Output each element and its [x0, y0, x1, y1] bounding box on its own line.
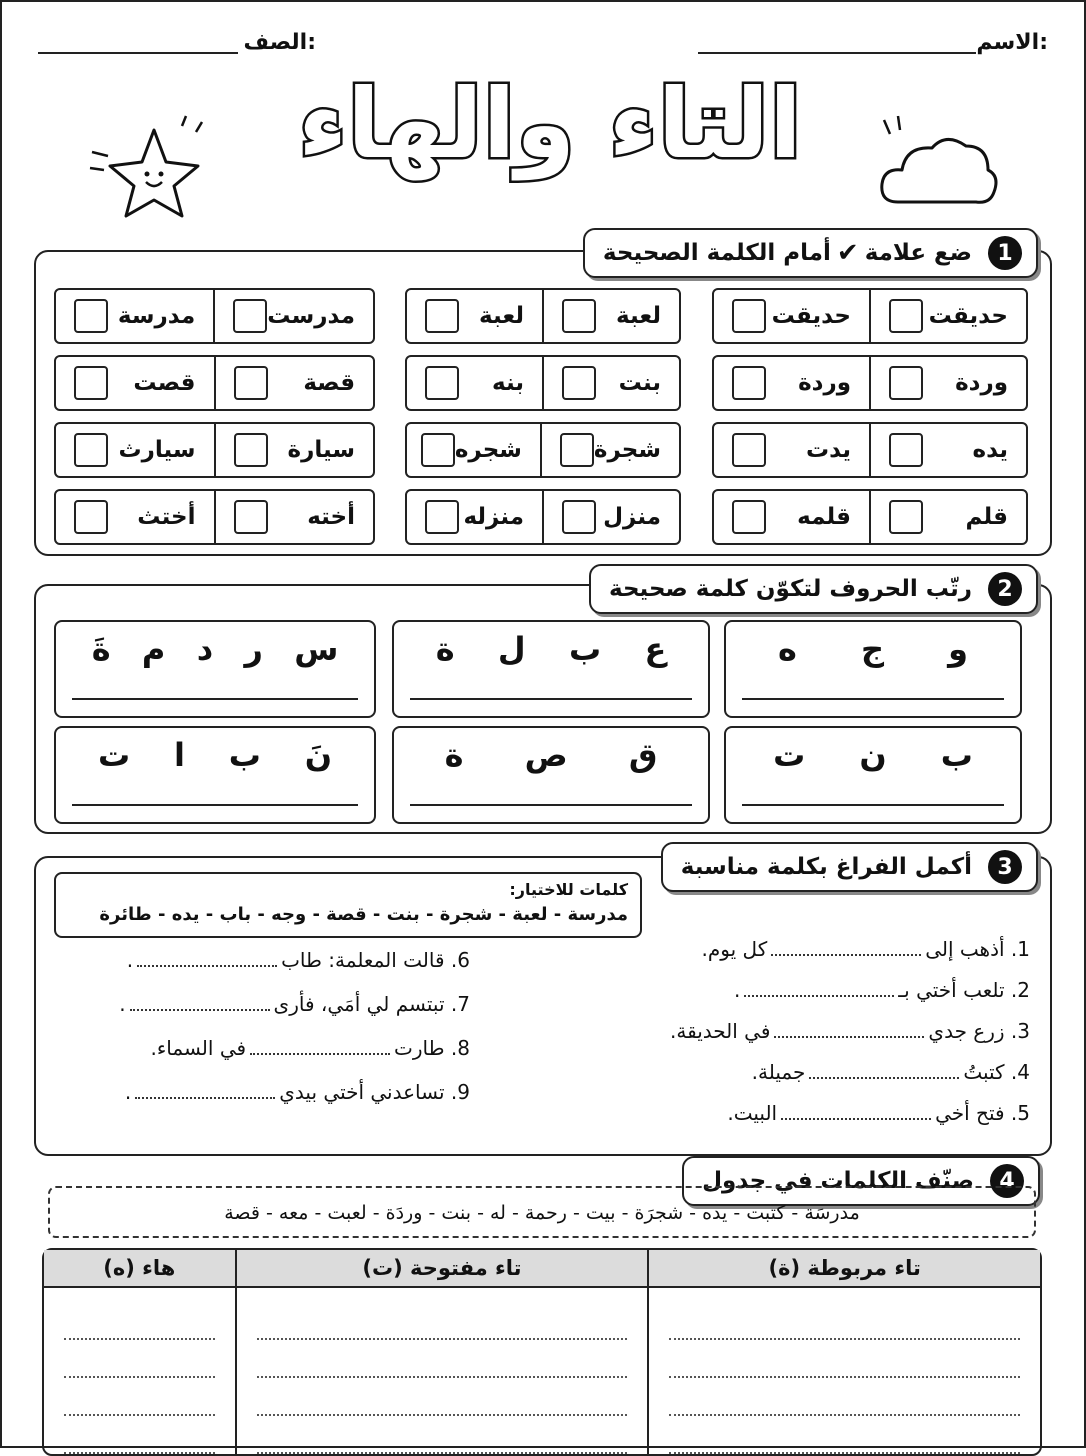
answer-line[interactable] [257, 1416, 628, 1454]
choice-word: منزله [463, 504, 524, 530]
checkbox[interactable] [889, 500, 923, 534]
letters-box [392, 726, 710, 824]
letters-box [54, 726, 376, 824]
choice-option[interactable] [871, 424, 1026, 476]
letters-box [724, 620, 1022, 718]
word-choices-label: كلمات للاختيار: [509, 880, 628, 899]
choice-pair [405, 355, 681, 411]
question-number: 5. [1010, 1101, 1030, 1125]
question-end: البيت. [727, 1101, 778, 1125]
question-text: كتبتُ [963, 1060, 1005, 1084]
choice-option[interactable] [216, 491, 374, 543]
question-end: في السماء. [150, 1036, 247, 1060]
choice-option[interactable] [56, 290, 215, 342]
answer-line[interactable] [64, 1378, 215, 1416]
question-end: . [124, 1080, 132, 1104]
section-4-words: مدرسَة - كتبت - يده - شجرَة - بيت - رحمة - له - بنت - وردَة - لعبت - معه - قصة [224, 1202, 860, 1224]
letters-box [724, 726, 1022, 824]
letter: س [294, 630, 339, 668]
letter: ر [244, 630, 263, 668]
section-1-header [583, 228, 1038, 278]
question-number: 9. [450, 1080, 470, 1104]
choice-option[interactable] [544, 357, 679, 409]
choice-pair [405, 489, 681, 545]
choice-pair [54, 422, 375, 478]
checkbox[interactable] [889, 366, 923, 400]
answer-line[interactable] [64, 1416, 215, 1454]
choice-word: بنه [492, 370, 524, 396]
word-choices-list: مدرسة - لعبة - شجرة - بنت - قصة - وجه - باب - يده - طائرة [99, 904, 628, 925]
choice-word: شجرة [593, 437, 661, 463]
answer-line[interactable] [72, 804, 358, 806]
letter: ن [859, 736, 887, 774]
blank-field[interactable] [771, 954, 921, 956]
checkbox[interactable] [234, 500, 268, 534]
letter: ب [228, 736, 261, 774]
fill-question [125, 1080, 470, 1104]
letter: ه [778, 630, 797, 668]
question-number: 8. [450, 1036, 470, 1060]
answer-line[interactable] [410, 804, 692, 806]
choice-pair [712, 422, 1028, 478]
choice-option[interactable] [215, 290, 373, 342]
choice-word: لعبة [616, 303, 661, 329]
answer-line[interactable] [410, 698, 692, 700]
question-end: في الحديقة. [670, 1019, 771, 1043]
answer-line[interactable] [257, 1302, 628, 1340]
choice-word: وردة [798, 370, 851, 396]
letter: م [141, 630, 166, 668]
star-icon [86, 112, 206, 222]
checkbox[interactable] [74, 500, 108, 534]
scrambled-letters [76, 630, 354, 668]
choice-pair [54, 288, 375, 344]
answer-line[interactable] [72, 698, 358, 700]
choice-pair [405, 422, 681, 478]
choice-pair [405, 288, 681, 344]
question-text: فتح أخي [935, 1101, 1005, 1125]
scrambled-letters [746, 736, 1000, 774]
section-4-title: صنّف الكلمات في جدول [702, 1168, 974, 1194]
letters-box [392, 620, 710, 718]
choice-option[interactable] [403, 424, 542, 476]
answer-line[interactable] [669, 1378, 1020, 1416]
choice-word: لعبة [479, 303, 524, 329]
checkbox[interactable] [889, 299, 923, 333]
choice-option[interactable] [542, 424, 679, 476]
column-haa [44, 1288, 237, 1454]
question-number: 6. [450, 948, 470, 972]
cloud-icon [876, 112, 1002, 212]
checkbox[interactable] [562, 366, 596, 400]
choice-pair [712, 288, 1028, 344]
column-header-open-taa: تاء مفتوحة (ت) [237, 1250, 650, 1288]
blank-field[interactable] [809, 1077, 959, 1079]
choice-word: مدرست [267, 303, 355, 329]
choice-pair [54, 355, 375, 411]
checkbox[interactable] [425, 500, 459, 534]
choice-option[interactable] [544, 491, 679, 543]
answer-line[interactable] [64, 1302, 215, 1340]
checkbox[interactable] [562, 500, 596, 534]
choice-word: سيارة [287, 437, 355, 463]
fill-question [752, 1060, 1030, 1084]
checkbox[interactable] [233, 299, 267, 333]
checkbox[interactable] [425, 366, 459, 400]
choice-option[interactable] [714, 491, 871, 543]
letter: ج [860, 630, 885, 668]
question-end: جميلة. [751, 1060, 806, 1084]
question-number: 7. [450, 992, 470, 1016]
choice-word: بنت [618, 370, 661, 396]
question-text: تلعب أختي بـ [898, 978, 1005, 1002]
choice-word: سيارث [118, 437, 196, 463]
choice-word: حديقت [928, 303, 1008, 329]
column-closed-taa [649, 1288, 1040, 1454]
section-1-number: 1 [988, 236, 1022, 270]
column-header-closed-taa: تاء مربوطة (ة) [649, 1250, 1040, 1288]
checkbox[interactable] [234, 433, 268, 467]
checkbox[interactable] [74, 299, 108, 333]
letter: ع [644, 630, 667, 668]
choice-word: يدت [805, 437, 851, 463]
blank-field[interactable] [135, 1097, 275, 1099]
choice-pair [54, 489, 375, 545]
scrambled-letters [414, 736, 688, 774]
checkbox[interactable] [421, 433, 455, 467]
choice-option[interactable] [714, 424, 871, 476]
answer-line[interactable] [742, 698, 1004, 700]
choice-word: أختث [137, 504, 196, 530]
choice-option[interactable] [714, 290, 871, 342]
answer-line[interactable] [64, 1340, 215, 1378]
section-2-number: 2 [988, 572, 1022, 606]
letter: ب [569, 630, 602, 668]
choice-option[interactable] [871, 491, 1026, 543]
answer-line[interactable] [257, 1340, 628, 1378]
question-text: قالت المعلمة: طاب [281, 948, 445, 972]
choice-option[interactable] [871, 357, 1026, 409]
question-text: أذهب إلى [925, 937, 1005, 961]
blank-field[interactable] [744, 995, 894, 997]
section-3-number: 3 [988, 850, 1022, 884]
choice-option[interactable] [56, 357, 216, 409]
scrambled-letters [414, 630, 688, 668]
classification-table [42, 1248, 1042, 1456]
choice-word: قلمه [797, 504, 851, 530]
letter: نَ [304, 736, 333, 774]
question-number: 2. [1010, 978, 1030, 1002]
choice-option[interactable] [871, 290, 1026, 342]
blank-field[interactable] [774, 1036, 924, 1038]
choice-pair [712, 489, 1028, 545]
letter: ق [628, 736, 658, 774]
section-1-title-end: أمام الكلمة الصحيحة [602, 240, 831, 266]
letter: ة [435, 630, 455, 668]
scrambled-letters [76, 736, 354, 774]
question-text: تبتسم لي أمَي، فأرى [273, 992, 445, 1016]
choice-word: حديقت [771, 303, 851, 329]
fill-question [670, 1019, 1030, 1043]
choice-option[interactable] [407, 357, 544, 409]
choice-word: قصة [303, 370, 355, 396]
letters-box [54, 620, 376, 718]
fill-question [702, 937, 1030, 961]
choice-word: قصت [133, 370, 196, 396]
choice-word: أخته [307, 504, 355, 530]
checkbox[interactable] [74, 433, 108, 467]
checkbox[interactable] [560, 433, 594, 467]
fill-question [727, 1101, 1030, 1125]
letter: ا [173, 736, 185, 774]
choice-option[interactable] [56, 491, 216, 543]
answer-line[interactable] [669, 1416, 1020, 1454]
question-end: . [126, 948, 134, 972]
choice-word: شجره [454, 437, 522, 463]
fill-question [119, 992, 470, 1016]
fill-question [734, 978, 1030, 1002]
class-label: الصف: [243, 30, 316, 55]
choice-option[interactable] [407, 290, 544, 342]
question-text: تساعدني أختي بيدي [279, 1080, 445, 1104]
checkbox[interactable] [732, 366, 766, 400]
question-number: 3. [1010, 1019, 1030, 1043]
choice-option[interactable] [56, 424, 216, 476]
choice-option[interactable] [407, 491, 544, 543]
section-3-header [661, 842, 1038, 892]
letter: ص [524, 736, 568, 774]
section-2-title: رتّب الحروف لتكوّن كلمة صحيحة [609, 576, 972, 602]
blank-field[interactable] [781, 1118, 931, 1120]
choice-word: منزل [603, 504, 661, 530]
letter: ت [773, 736, 806, 774]
worksheet-title [250, 58, 850, 228]
choice-word: وردة [955, 370, 1008, 396]
question-end: كل يوم. [701, 937, 768, 961]
answer-line[interactable] [742, 804, 1004, 806]
fill-question [151, 1036, 470, 1060]
column-open-taa [237, 1288, 650, 1454]
choice-option[interactable] [216, 357, 374, 409]
blank-field[interactable] [137, 965, 277, 967]
fill-question [127, 948, 470, 972]
class-field[interactable] [38, 52, 238, 54]
letter: ة [444, 736, 464, 774]
check-icon: ✔ [836, 238, 859, 268]
choice-word: مدرسة [117, 303, 196, 329]
name-label: الاسم: [976, 30, 1048, 55]
checkbox[interactable] [732, 299, 766, 333]
blank-field[interactable] [130, 1009, 270, 1011]
choice-option[interactable] [714, 357, 871, 409]
letter: ت [97, 736, 131, 774]
section-1-title-start: ضع علامة [864, 240, 972, 266]
section-3-title: أكمل الفراغ بكلمة مناسبة [680, 854, 972, 880]
answer-line[interactable] [257, 1378, 628, 1416]
letter: ةَ [91, 630, 111, 668]
choice-option[interactable] [216, 424, 374, 476]
question-number: 1. [1010, 937, 1030, 961]
checkbox[interactable] [74, 366, 108, 400]
choice-word: قلم [965, 504, 1008, 530]
checkbox[interactable] [732, 500, 766, 534]
section-4-word-bank [48, 1186, 1036, 1238]
question-text: طارت [394, 1036, 445, 1060]
question-text: زرع جدي [928, 1019, 1005, 1043]
answer-line[interactable] [669, 1302, 1020, 1340]
checkbox[interactable] [425, 299, 459, 333]
column-header-haa: هاء (ه) [44, 1250, 237, 1288]
letter: و [948, 630, 968, 668]
checkbox[interactable] [889, 433, 923, 467]
section-4-number: 4 [990, 1164, 1024, 1198]
letter: ل [497, 630, 526, 668]
blank-field[interactable] [250, 1053, 390, 1055]
word-choices-box [54, 872, 642, 938]
scrambled-letters [746, 630, 1000, 668]
section-2-header [589, 564, 1038, 614]
question-end: . [733, 978, 741, 1002]
checkbox[interactable] [732, 433, 766, 467]
letter: ب [940, 736, 973, 774]
choice-option[interactable] [544, 290, 679, 342]
question-number: 4. [1010, 1060, 1030, 1084]
checkbox[interactable] [234, 366, 268, 400]
choice-word: يده [972, 437, 1008, 463]
title-text: التاء والهاء [298, 68, 802, 180]
checkbox[interactable] [562, 299, 596, 333]
letter: د [196, 630, 214, 668]
name-field[interactable] [698, 52, 976, 54]
choice-pair [712, 355, 1028, 411]
answer-line[interactable] [669, 1340, 1020, 1378]
question-end: . [119, 992, 126, 1016]
